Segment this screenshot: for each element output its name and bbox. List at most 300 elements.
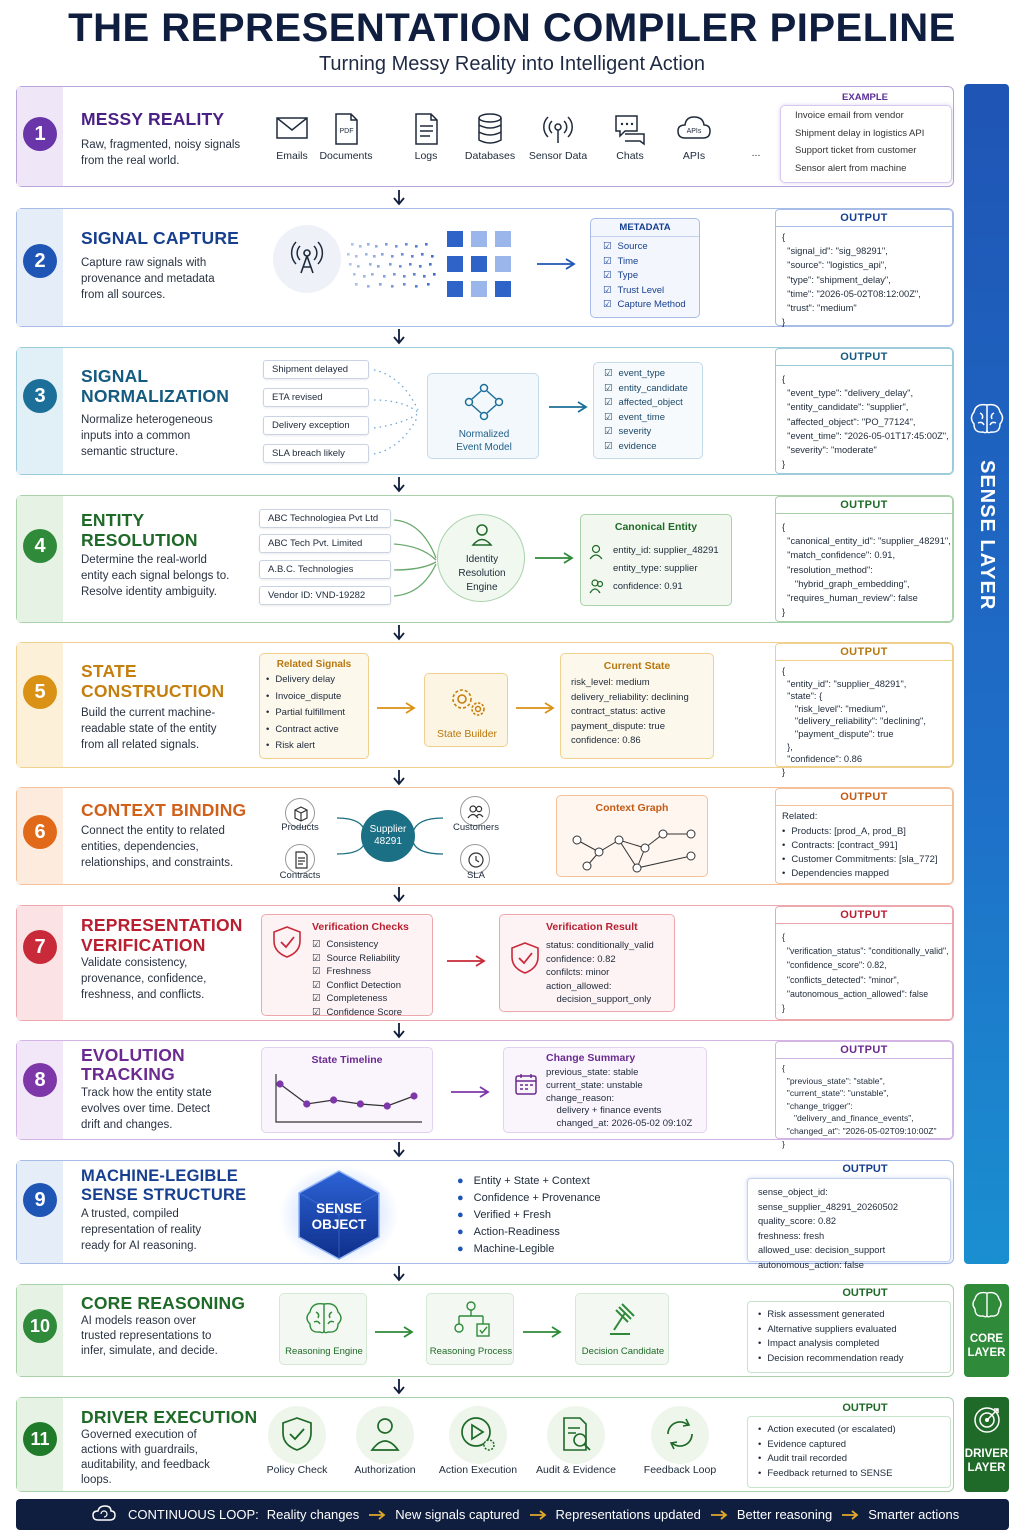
feedback-loop-icon [660, 1414, 700, 1454]
section-core-reasoning [16, 1284, 954, 1377]
input-tag: ETA revised [263, 388, 369, 407]
output-line: sense_object_id: sense_supplier_48291_20260502 [758, 1187, 899, 1212]
check-item: ☑ Completeness [312, 992, 402, 1006]
down-arrow-icon [392, 625, 406, 641]
timeline-point [410, 1092, 417, 1099]
section-title: SIGNAL NORMALIZATION [81, 366, 230, 406]
node-label: SLA [467, 870, 485, 881]
field-item: ☑ affected_object [604, 396, 702, 411]
property-label: Action-Readiness [473, 1226, 560, 1238]
signal-particle [375, 245, 378, 248]
alias-tag: Vendor ID: VND-19282 [259, 586, 391, 605]
section-sense-structure [16, 1160, 954, 1270]
policy-shield-step [268, 1406, 326, 1464]
check-item: ☑ Freshness [312, 965, 402, 979]
section-state-construction [16, 642, 954, 777]
cube-label: SENSE OBJECT [311, 1201, 367, 1232]
shield-check-icon [272, 925, 302, 959]
signal-particle [359, 245, 362, 248]
checks-heading: Verification Checks [312, 921, 409, 933]
canonical-field: entity_type: supplier [613, 563, 698, 574]
signal-particle [395, 245, 398, 248]
sense-layer-label: SENSE LAYER [976, 459, 998, 611]
output-box [747, 1178, 951, 1270]
signal-particle [391, 285, 394, 288]
event-fields-box [593, 362, 703, 459]
signal-particle [373, 255, 376, 258]
reasoning-engine [279, 1293, 367, 1365]
calendar-icon [514, 1072, 538, 1096]
output-box [775, 1041, 953, 1149]
audit-search-icon [556, 1414, 596, 1454]
signal-particle [383, 275, 386, 278]
output-line: allowed_use: decision_support [758, 1245, 886, 1255]
brain-icon [304, 1300, 344, 1336]
signal-particle [357, 265, 360, 268]
section-title: CORE REASONING [81, 1293, 246, 1313]
node-label: Products [281, 822, 319, 833]
example-item: Invoice email from vendor [795, 110, 904, 121]
property-item: ● Entity + State + Context [457, 1175, 590, 1187]
source-label: Sensor Data [528, 150, 588, 162]
property-item: ● Confidence + Provenance [457, 1192, 601, 1204]
section-description: Normalize heterogeneous inputs into a common semantic structure. [81, 414, 213, 458]
step-label: Authorization [354, 1464, 416, 1476]
source-label: ... [751, 147, 761, 159]
section-title: REPRESENTATION VERIFICATION [81, 915, 243, 955]
timeline-chart [274, 1072, 424, 1126]
timeline-point [330, 1096, 337, 1103]
field-item: ☑ event_time [604, 411, 702, 426]
metadata-box [590, 218, 700, 318]
driver-layer-label: DRIVER LAYER [964, 1448, 1009, 1474]
step-label: Reasoning Engine [285, 1346, 363, 1357]
output-item: • Products: [prod_A, prod_B] [782, 825, 952, 839]
output-item: • Impact analysis completed [758, 1337, 950, 1352]
example-item: Shipment delay in logistics API [795, 127, 925, 139]
section-title: EVOLUTION TRACKING [81, 1045, 185, 1084]
arrow-right-icon [547, 400, 591, 414]
converging-lines [392, 518, 438, 602]
arrow-right-icon [533, 551, 577, 565]
timeline-heading: State Timeline [311, 1054, 383, 1066]
down-arrow-icon [392, 770, 406, 786]
output-box [775, 496, 953, 622]
arrow-right-icon [375, 701, 419, 715]
sensor-icon [540, 111, 576, 147]
canonical-field: confidence: 0.91 [613, 581, 683, 592]
output-box [775, 209, 953, 326]
flow-icon [449, 1300, 493, 1338]
policy-shield-icon [277, 1414, 317, 1454]
arrow-right-icon [373, 1325, 417, 1339]
current-state-box [560, 653, 714, 759]
supplier-hub [361, 810, 415, 862]
arrow-right-icon [445, 954, 489, 968]
group-icon [589, 579, 605, 593]
step-number-11: 11 [23, 1422, 57, 1456]
section-signal-normalization [16, 347, 954, 475]
output-line: quality_score: 0.82 [758, 1216, 837, 1226]
step-label: Decision Candidate [581, 1346, 665, 1357]
down-arrow-icon [392, 1379, 406, 1395]
normalized-event-model [427, 373, 539, 459]
section-representation-verification [16, 905, 954, 1021]
output-json: { "signal_id": "sig_98291", "source": "logistics_api", "type": "shipment_delay", "time": "2026-05-02T08:12:00Z", "trust": "medium" } [782, 232, 921, 328]
change-text: previous_state: stable current_state: unstable change_reason: delivery + finance events changed_at: 2026-05-02 09:10Z [546, 1067, 693, 1130]
section-title: DRIVER EXECUTION [81, 1407, 258, 1427]
graph-icon [567, 818, 701, 874]
output-box [775, 906, 953, 1020]
canonical-heading: Canonical Entity [614, 521, 698, 533]
property-item: ● Machine-Legible [457, 1243, 555, 1255]
down-arrow-icon [392, 1266, 406, 1282]
section-context-binding [16, 787, 954, 885]
signal-particle [421, 253, 424, 256]
signal-particle [363, 275, 366, 278]
node-label: Contracts [279, 870, 321, 881]
change-summary-box [503, 1047, 707, 1133]
output-item: • Audit trail recorded [758, 1452, 950, 1467]
section-entity-resolution [16, 495, 954, 623]
authorization-person-icon [365, 1414, 405, 1454]
change-heading: Change Summary [546, 1052, 636, 1064]
identity-resolution-engine [437, 514, 525, 602]
brain-icon [971, 1290, 1003, 1320]
page-title: THE REPRESENTATION COMPILER PIPELINE [68, 6, 956, 50]
metadata-item: ☑ Capture Method [603, 298, 699, 313]
step-number-3: 3 [23, 379, 57, 413]
state-field: confidence: 0.86 [571, 735, 641, 746]
continuous-loop-bar [16, 1499, 1009, 1530]
input-tag: Delivery exception [263, 416, 369, 435]
output-item: • Customer Commitments: [sla_772] [782, 853, 952, 867]
signal-particle [347, 253, 350, 256]
property-label: Machine-Legible [473, 1243, 555, 1255]
step-label: Feedback Loop [643, 1464, 717, 1476]
target-icon [972, 1405, 1002, 1435]
signal-particle [353, 273, 356, 276]
signal-particle [425, 243, 428, 246]
shield-check-icon [510, 941, 540, 975]
step-number-8: 8 [23, 1063, 57, 1097]
core-layer-bar [964, 1284, 1009, 1377]
signal-particle [405, 243, 408, 246]
feedback-loop-step [651, 1406, 709, 1464]
step-label: Audit & Evidence [536, 1464, 616, 1476]
signal-particle [389, 263, 392, 266]
section-title: ENTITY RESOLUTION [81, 510, 198, 550]
network-icon [464, 384, 504, 420]
current-state-heading: Current State [603, 660, 671, 672]
output-box [775, 348, 953, 474]
down-arrow-icon [392, 1023, 406, 1039]
output-heading: OUTPUT [776, 789, 952, 806]
timeline-point [303, 1100, 310, 1107]
loop-lead: CONTINUOUS LOOP: [128, 1507, 259, 1522]
section-signal-capture [16, 208, 954, 327]
arrow-right-icon [514, 701, 558, 715]
source-label: Emails [276, 150, 308, 162]
pdf-icon [328, 111, 364, 147]
metadata-heading: METADATA [591, 219, 699, 237]
check-item: ☑ Consistency [312, 938, 402, 952]
signal-particle [377, 265, 380, 268]
section-description: Governed execution of actions with guardrails, auditability, and feedback loops. [81, 1429, 210, 1486]
output-heading: OUTPUT [842, 1402, 888, 1414]
output-item: • Decision recommendation ready [758, 1352, 950, 1367]
property-label: Confidence + Provenance [473, 1192, 601, 1204]
down-arrow-icon [392, 329, 406, 345]
output-heading: OUTPUT [842, 1163, 888, 1175]
sense-layer-bar [964, 84, 1009, 1264]
authorization-person-step [356, 1406, 414, 1464]
context-graph-heading: Context Graph [595, 802, 669, 814]
loop-arrow-icon [368, 1510, 386, 1520]
state-field: delivery_reliability: declining [571, 691, 689, 703]
output-heading: OUTPUT [776, 644, 952, 661]
step-number-4: 4 [23, 529, 57, 563]
signal-particle [419, 265, 422, 268]
signal-particle [431, 255, 434, 258]
output-box [747, 1301, 951, 1373]
example-heading: EXAMPLE [842, 92, 888, 103]
signal-particles [345, 237, 437, 289]
loop-step: Smarter actions [868, 1507, 960, 1522]
check-item: ☑ Conflict Detection [312, 979, 402, 993]
output-json: { "previous_state": "stable", "current_state": "unstable", "change_trigger": "delivery_and_finance_events", "changed_at": "2026-05-02T09:10:00Z" } [782, 1063, 937, 1149]
signal-particle [349, 263, 352, 266]
envelope-icon [274, 111, 310, 147]
play-gear-step [449, 1406, 507, 1464]
output-box [775, 788, 953, 884]
down-arrow-icon [392, 1142, 406, 1158]
signal-particle [355, 283, 358, 286]
canonical-entity-box [580, 514, 732, 606]
log-icon [408, 111, 444, 147]
related-item: • Partial fulfillment [266, 705, 368, 722]
context-graph-box [556, 795, 708, 877]
step-label: Policy Check [266, 1464, 328, 1476]
output-heading: OUTPUT [776, 907, 952, 924]
related-signals-box [259, 653, 369, 759]
example-box [777, 90, 953, 184]
section-description: Capture raw signals with provenance and metadata from all sources. [81, 257, 215, 301]
output-intro: Related: [782, 811, 818, 822]
signal-particle [355, 255, 358, 258]
database-icon [472, 111, 508, 147]
example-item: Sensor alert from machine [795, 162, 907, 174]
signal-particle [391, 255, 394, 258]
timeline-point [276, 1080, 283, 1087]
output-json: { "verification_status": "conditionally_valid", "confidence_score": 0.82, "conflicts_detected": "minor", "autonomous_action_allowed": false } [782, 932, 949, 1014]
core-layer-label: CORE LAYER [967, 1333, 1006, 1359]
step-label: Action Execution [438, 1464, 518, 1476]
example-item: Support ticket from customer [795, 145, 917, 156]
signal-particle [381, 253, 384, 256]
section-driver-execution [16, 1397, 954, 1492]
down-arrow-icon [392, 887, 406, 903]
section-description: Track how the entity state evolves over time. Detect drift and changes. [81, 1087, 212, 1131]
canonical-field: entity_id: supplier_48291 [613, 545, 719, 556]
person-icon [472, 524, 492, 546]
output-line: autonomous_action: false [758, 1259, 864, 1270]
property-label: Verified + Fresh [473, 1209, 551, 1221]
timeline-point [384, 1102, 391, 1109]
output-line: freshness: fresh [758, 1230, 825, 1241]
state-builder-label: State Builder [436, 728, 498, 740]
section-description: Build the current machine-readable state of the entity from all related signals. [81, 707, 217, 751]
field-item: ☑ entity_candidate [604, 382, 702, 397]
step-number-9: 9 [23, 1183, 57, 1217]
signal-particle [429, 263, 432, 266]
output-heading: OUTPUT [776, 210, 952, 227]
input-tag: Shipment delayed [263, 360, 369, 379]
signal-particle [399, 265, 402, 268]
output-box [775, 643, 953, 777]
signal-particle [411, 255, 414, 258]
signal-particle [403, 283, 406, 286]
section-description: A trusted, compiled representation of reality ready for AI reasoning. [81, 1208, 202, 1252]
output-item: • Feedback returned to SENSE [758, 1467, 950, 1482]
signal-particle [409, 263, 412, 266]
antenna-icon [271, 223, 343, 295]
state-field: risk_level: medium [571, 677, 650, 688]
state-timeline-box [261, 1047, 433, 1133]
alias-tag: ABC Technologiea Pvt Ltd [259, 509, 391, 528]
loop-step: Reality changes [266, 1507, 360, 1522]
output-box [747, 1416, 951, 1488]
check-item: ☑ Source Reliability [312, 952, 402, 966]
signal-particle [423, 275, 426, 278]
signal-particle [371, 273, 374, 276]
alias-tag: ABC Tech Pvt. Limited [259, 534, 391, 553]
step-number-6: 6 [23, 815, 57, 849]
check-item: ☑ Confidence Score [312, 1006, 402, 1020]
play-gear-icon [458, 1414, 498, 1454]
signal-particle [427, 283, 430, 286]
loop-step: Better reasoning [736, 1507, 833, 1522]
loop-step: Representations updated [555, 1507, 701, 1522]
related-item: • Invoice_dispute [266, 689, 368, 706]
related-item: • Contract active [266, 722, 368, 739]
loop-arrow-icon [710, 1510, 728, 1520]
section-title: SIGNAL CAPTURE [81, 228, 240, 248]
signal-particle [379, 283, 382, 286]
data-blocks-icon [445, 229, 515, 299]
output-item: • Dependencies mapped [782, 867, 952, 881]
section-title: CONTEXT BINDING [81, 800, 247, 820]
output-heading: OUTPUT [842, 1287, 888, 1299]
node-label: Customers [453, 822, 499, 833]
timeline-point [357, 1100, 364, 1107]
signal-particle [403, 275, 406, 278]
alias-tag: A.B.C. Technologies [259, 560, 391, 579]
step-number-5: 5 [23, 675, 57, 709]
cloud-cycle-icon [92, 1505, 116, 1523]
source-label: Databases [464, 150, 516, 162]
state-field: payment_dispute: true [571, 720, 666, 732]
metadata-item: ☑ Trust Level [603, 284, 699, 299]
section-description: Raw, fragmented, noisy signals from the real world. [81, 139, 241, 167]
gears-icon [447, 684, 489, 718]
driver-layer-bar [964, 1397, 1009, 1492]
section-description: AI models reason over trusted representations to infer, simulate, and decide. [81, 1315, 218, 1357]
audit-search-step [547, 1406, 605, 1464]
output-item: • Alternative suppliers evaluated [758, 1323, 950, 1338]
converging-dots [372, 366, 422, 458]
field-item: ☑ evidence [604, 440, 702, 455]
source-label: Logs [414, 150, 438, 162]
step-number-7: 7 [23, 930, 57, 964]
timeline-line [280, 1084, 414, 1106]
output-heading: OUTPUT [776, 1042, 952, 1059]
verification-result-box [499, 914, 675, 1012]
svg-text:PDF: PDF [339, 128, 354, 135]
output-item: • Evidence captured [758, 1438, 950, 1453]
engine-label: Identity Resolution Engine [458, 554, 506, 593]
source-label: APIs [682, 150, 706, 162]
loop-arrow-icon [529, 1510, 547, 1520]
section-description: Determine the real-world entity each signal belongs to. Resolve identity ambiguity. [81, 554, 230, 598]
hub-label: Supplier 48291 [369, 824, 407, 847]
center-label: Normalized Event Model [456, 429, 512, 453]
gavel-icon [604, 1300, 644, 1338]
down-arrow-icon [392, 190, 406, 206]
section-title: MACHINE-LEGIBLE SENSE STRUCTURE [81, 1167, 247, 1204]
source-label: Chats [616, 150, 644, 162]
step-number-1: 1 [23, 117, 57, 151]
step-number-10: 10 [23, 1309, 57, 1343]
verification-checks-box [261, 914, 433, 1016]
section-title: MESSY REALITY [81, 109, 225, 129]
output-heading: OUTPUT [776, 497, 952, 514]
output-json: { "entity_id": "supplier_48291", "state": { "risk_level": "medium", "delivery_reliability": "declining", "payment_dispute": true }, "confidence": 0.86 } [782, 666, 926, 777]
signal-particle [393, 273, 396, 276]
property-item: ● Verified + Fresh [457, 1209, 551, 1221]
signal-particle [367, 285, 370, 288]
svg-text:APIs: APIs [686, 128, 702, 135]
down-arrow-icon [392, 477, 406, 493]
property-item: ● Action-Readiness [457, 1226, 560, 1238]
signal-particle [367, 243, 370, 246]
property-label: Entity + State + Context [473, 1175, 590, 1187]
field-item: ☑ event_type [604, 367, 702, 382]
output-json: { "event_type": "delivery_delay", "entity_candidate": "supplier", "affected_object": "PO_77124", "event_time": "2026-05-01T17:45:00Z", "severity": "moderate" } [782, 374, 949, 470]
section-description: Connect the entity to related entities, dependencies, relationships, and constraints. [81, 825, 234, 869]
person-icon [589, 545, 603, 559]
state-builder [424, 673, 508, 747]
section-evolution-tracking [16, 1040, 954, 1149]
output-json: { "canonical_entity_id": "supplier_48291", "match_confidence": 0.91, "resolution_method": "hybrid_graph_embedding", "requires_human_review": false } [782, 522, 951, 618]
page-subtitle: Turning Messy Reality into Intelligent Action [318, 53, 706, 75]
arrow-right-icon [535, 257, 579, 271]
input-tag: SLA breach likely [263, 444, 369, 463]
related-item: • Delivery delay [266, 672, 368, 689]
section-messy-reality [16, 86, 954, 187]
arrow-right-icon [521, 1325, 565, 1339]
arrow-right-icon [449, 1085, 493, 1099]
step-label: Reasoning Process [429, 1346, 513, 1357]
output-item: • Action executed (or escalated) [758, 1423, 950, 1438]
output-item: • Contracts: [contract_991] [782, 839, 952, 853]
source-label: Documents [319, 150, 373, 162]
signal-particle [415, 285, 418, 288]
cloud-api-icon [676, 111, 712, 147]
signal-particle [365, 253, 368, 256]
result-text: status: conditionally_valid confidence: 0.82 confilcts: minor action_allowed: decision_support_only [546, 940, 654, 1006]
loop-step: New signals captured [395, 1507, 520, 1522]
